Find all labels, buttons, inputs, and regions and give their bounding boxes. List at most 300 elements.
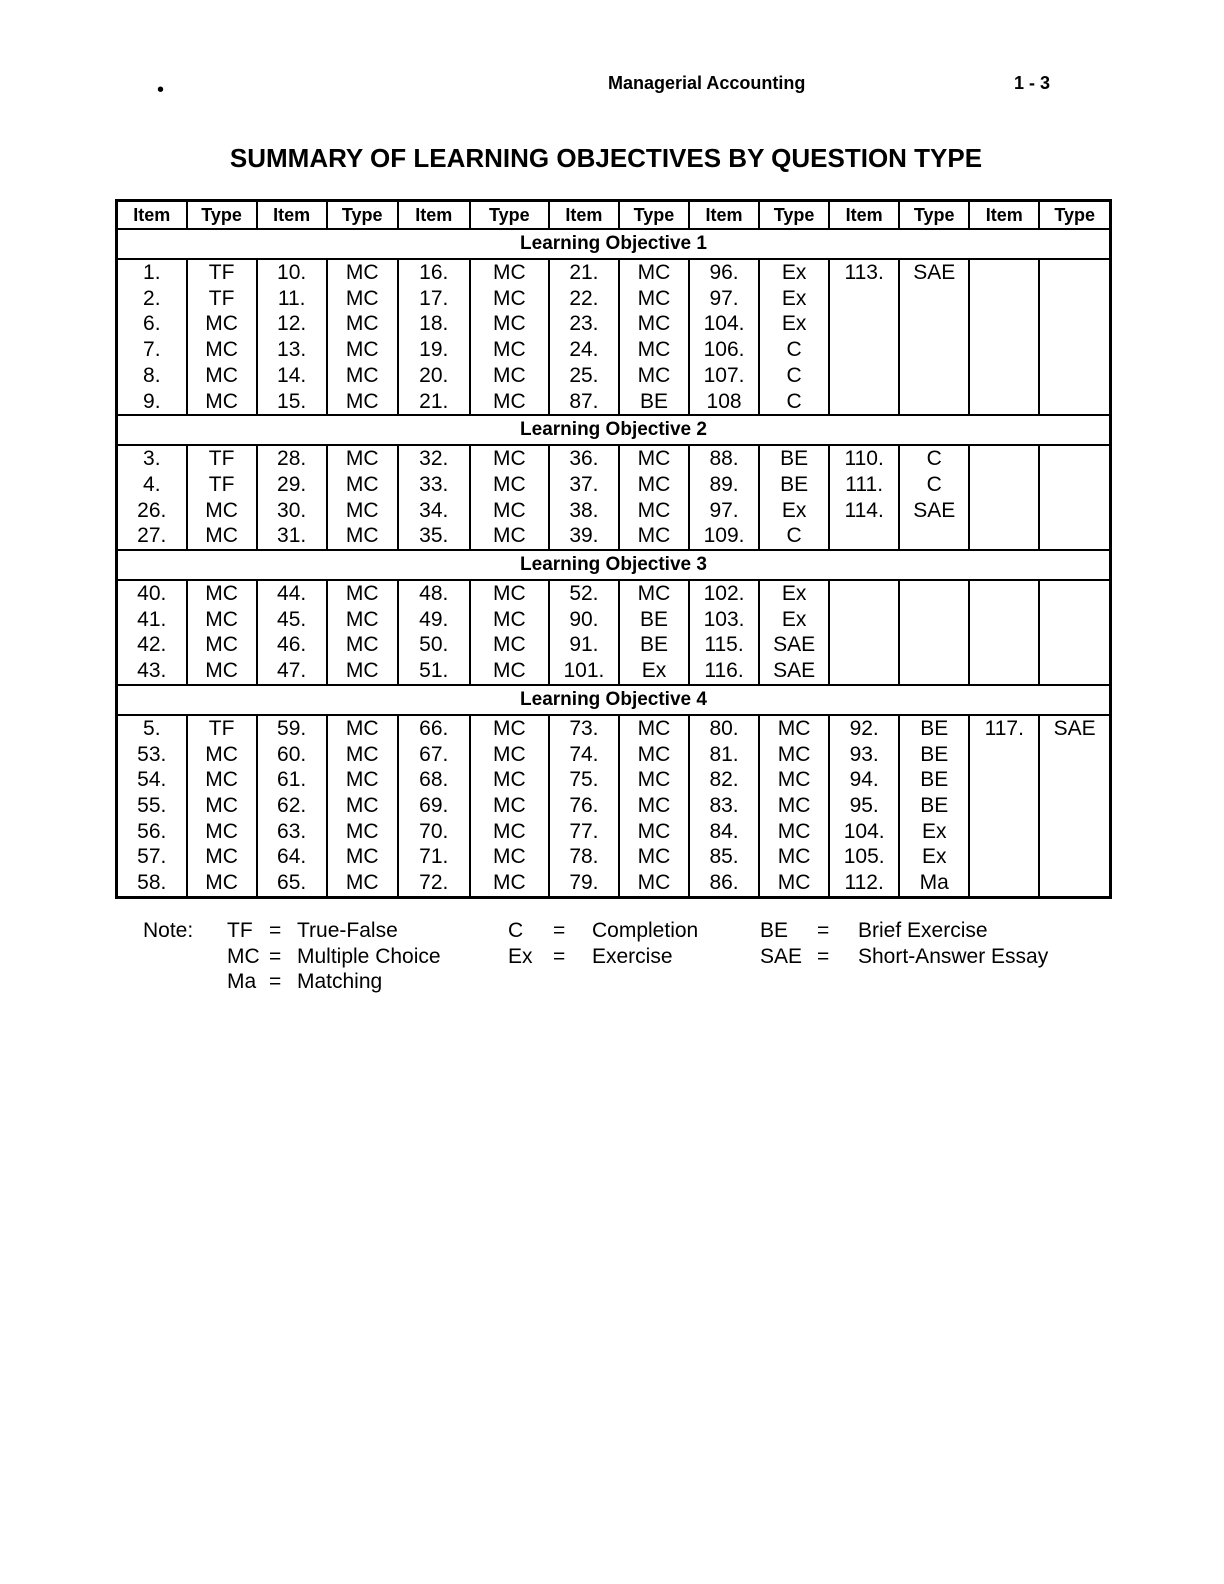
type-cell: C — [899, 472, 969, 498]
item-cell: 16. — [398, 259, 470, 286]
item-cell — [829, 389, 899, 416]
objective-heading-row — [117, 229, 1111, 259]
item-cell: 4. — [117, 472, 187, 498]
type-cell: TF — [187, 472, 257, 498]
type-cell — [1039, 658, 1110, 685]
item-cell: 15. — [257, 389, 327, 416]
table-row — [117, 632, 1111, 658]
type-cell: BE — [759, 472, 829, 498]
item-cell: 101. — [549, 658, 619, 685]
item-cell: 13. — [257, 337, 327, 363]
legend-equals: = — [269, 919, 282, 942]
item-cell: 74. — [549, 742, 619, 768]
type-cell — [1039, 445, 1110, 472]
item-cell: 9. — [117, 389, 187, 416]
item-cell — [829, 286, 899, 312]
type-cell: MC — [470, 472, 549, 498]
item-cell: 67. — [398, 742, 470, 768]
type-cell — [1039, 742, 1110, 768]
item-cell: 14. — [257, 363, 327, 389]
table-row — [117, 311, 1111, 337]
type-cell — [899, 311, 969, 337]
item-cell: 2. — [117, 286, 187, 312]
column-header: Type — [187, 201, 257, 230]
item-cell: 71. — [398, 844, 470, 870]
type-cell: MC — [470, 259, 549, 286]
type-cell: MC — [619, 259, 689, 286]
item-cell — [969, 844, 1039, 870]
table-row — [117, 767, 1111, 793]
type-cell — [1039, 767, 1110, 793]
page-title: SUMMARY OF LEARNING OBJECTIVES BY QUESTION TYPE — [229, 143, 983, 173]
type-cell: MC — [470, 445, 549, 472]
running-head: Managerial Accounting — [608, 73, 806, 93]
item-cell: 12. — [257, 311, 327, 337]
item-cell: 81. — [689, 742, 759, 768]
type-cell: TF — [187, 715, 257, 742]
item-cell: 104. — [829, 819, 899, 845]
type-cell: MC — [619, 844, 689, 870]
item-cell: 59. — [257, 715, 327, 742]
type-cell — [1039, 793, 1110, 819]
type-cell: MC — [187, 793, 257, 819]
type-cell — [1039, 523, 1110, 550]
item-cell: 63. — [257, 819, 327, 845]
type-cell: MC — [327, 819, 398, 845]
item-cell: 8. — [117, 363, 187, 389]
item-cell: 23. — [549, 311, 619, 337]
item-cell: 11. — [257, 286, 327, 312]
item-cell: 39. — [549, 523, 619, 550]
type-cell: MC — [759, 767, 829, 793]
legend-equals: = — [817, 944, 830, 968]
type-cell: MC — [470, 498, 549, 524]
item-cell: 86. — [689, 870, 759, 897]
type-cell: MC — [187, 337, 257, 363]
item-cell: 94. — [829, 767, 899, 793]
objective-heading: Learning Objective 3 — [117, 550, 1111, 580]
type-cell: MC — [619, 767, 689, 793]
item-cell — [969, 472, 1039, 498]
type-cell: Ex — [759, 607, 829, 633]
item-cell: 40. — [117, 580, 187, 607]
type-cell — [1039, 472, 1110, 498]
type-cell — [1039, 337, 1110, 363]
legend-abbreviation: MC — [227, 944, 260, 968]
table-row — [117, 337, 1111, 363]
type-cell: MC — [619, 472, 689, 498]
item-cell: 66. — [398, 715, 470, 742]
type-cell: Ex — [759, 311, 829, 337]
item-cell: 51. — [398, 658, 470, 685]
type-cell — [1039, 632, 1110, 658]
type-cell: MC — [327, 472, 398, 498]
type-cell — [1039, 286, 1110, 312]
item-cell: 91. — [549, 632, 619, 658]
table-row — [117, 844, 1111, 870]
type-cell: MC — [759, 819, 829, 845]
item-cell — [969, 523, 1039, 550]
item-cell — [969, 658, 1039, 685]
type-cell: MC — [470, 389, 549, 416]
item-cell: 29. — [257, 472, 327, 498]
table-row — [117, 259, 1111, 286]
item-cell — [969, 767, 1039, 793]
item-cell: 20. — [398, 363, 470, 389]
column-header: Item — [829, 201, 899, 230]
type-cell: MC — [619, 311, 689, 337]
item-cell: 21. — [398, 389, 470, 416]
item-cell: 7. — [117, 337, 187, 363]
column-header: Item — [549, 201, 619, 230]
item-cell: 36. — [549, 445, 619, 472]
type-cell: BE — [899, 742, 969, 768]
column-header: Item — [689, 201, 759, 230]
item-cell — [969, 793, 1039, 819]
type-cell — [1039, 870, 1110, 897]
item-cell: 58. — [117, 870, 187, 897]
legend-definition: Multiple Choice — [297, 944, 441, 968]
table-row — [117, 286, 1111, 312]
legend-abbreviation: Ma — [227, 970, 257, 993]
item-cell: 75. — [549, 767, 619, 793]
item-cell — [969, 742, 1039, 768]
type-cell: MC — [470, 767, 549, 793]
type-cell: MC — [470, 580, 549, 607]
type-cell: MC — [327, 715, 398, 742]
type-cell: Ma — [899, 870, 969, 897]
table-row — [117, 445, 1111, 472]
item-cell: 18. — [398, 311, 470, 337]
type-cell — [899, 607, 969, 633]
type-cell: C — [759, 363, 829, 389]
type-cell: MC — [619, 580, 689, 607]
item-cell: 35. — [398, 523, 470, 550]
item-cell: 54. — [117, 767, 187, 793]
table-row — [117, 498, 1111, 524]
item-cell: 37. — [549, 472, 619, 498]
table-row — [117, 389, 1111, 416]
item-cell: 62. — [257, 793, 327, 819]
type-cell: MC — [470, 793, 549, 819]
type-cell: C — [899, 445, 969, 472]
item-cell — [969, 311, 1039, 337]
item-cell: 27. — [117, 523, 187, 550]
type-cell: SAE — [1039, 715, 1110, 742]
type-cell: MC — [327, 311, 398, 337]
item-cell — [829, 363, 899, 389]
type-cell: MC — [619, 819, 689, 845]
item-cell: 65. — [257, 870, 327, 897]
type-cell: MC — [619, 715, 689, 742]
type-cell: MC — [759, 844, 829, 870]
type-cell — [1039, 259, 1110, 286]
legend-abbreviation: C — [508, 919, 524, 942]
type-cell: SAE — [899, 498, 969, 524]
column-header: Type — [899, 201, 969, 230]
item-cell — [969, 632, 1039, 658]
item-cell: 5. — [117, 715, 187, 742]
legend-equals: = — [553, 944, 566, 968]
type-cell: BE — [619, 632, 689, 658]
objective-heading-row — [117, 685, 1111, 715]
objective-heading: Learning Objective 4 — [117, 685, 1111, 715]
type-cell: MC — [619, 286, 689, 312]
item-cell: 68. — [398, 767, 470, 793]
item-cell: 117. — [969, 715, 1039, 742]
item-cell: 30. — [257, 498, 327, 524]
table-row — [117, 819, 1111, 845]
item-cell — [969, 819, 1039, 845]
item-cell: 57. — [117, 844, 187, 870]
type-cell: MC — [759, 715, 829, 742]
type-cell: MC — [327, 337, 398, 363]
type-cell: MC — [327, 445, 398, 472]
item-cell — [829, 311, 899, 337]
bullet-dot: • — [157, 79, 165, 101]
item-cell: 22. — [549, 286, 619, 312]
type-cell: BE — [899, 715, 969, 742]
item-cell: 10. — [257, 259, 327, 286]
type-cell: MC — [470, 286, 549, 312]
type-cell — [1039, 389, 1110, 416]
type-cell: Ex — [619, 658, 689, 685]
item-cell: 44. — [257, 580, 327, 607]
item-cell: 26. — [117, 498, 187, 524]
item-cell: 92. — [829, 715, 899, 742]
item-cell — [829, 580, 899, 607]
type-cell — [899, 286, 969, 312]
item-cell — [969, 259, 1039, 286]
item-cell: 78. — [549, 844, 619, 870]
item-cell: 88. — [689, 445, 759, 472]
item-cell: 56. — [117, 819, 187, 845]
item-cell: 82. — [689, 767, 759, 793]
type-cell: MC — [470, 844, 549, 870]
objective-heading-row — [117, 415, 1111, 445]
objectives-table — [115, 199, 1112, 899]
item-cell: 95. — [829, 793, 899, 819]
table-header-row — [117, 201, 1111, 230]
item-cell: 69. — [398, 793, 470, 819]
table-row — [117, 607, 1111, 633]
type-cell: MC — [187, 819, 257, 845]
item-cell: 33. — [398, 472, 470, 498]
legend-abbreviation: TF — [227, 919, 253, 942]
type-cell: MC — [619, 498, 689, 524]
type-cell: MC — [187, 658, 257, 685]
type-cell: MC — [327, 767, 398, 793]
type-cell: MC — [470, 870, 549, 897]
item-cell: 110. — [829, 445, 899, 472]
type-cell: MC — [619, 742, 689, 768]
item-cell: 84. — [689, 819, 759, 845]
item-cell: 97. — [689, 498, 759, 524]
legend-abbreviation: SAE — [760, 944, 803, 968]
item-cell — [829, 658, 899, 685]
item-cell: 61. — [257, 767, 327, 793]
column-header: Type — [619, 201, 689, 230]
item-cell — [969, 445, 1039, 472]
type-cell: MC — [327, 286, 398, 312]
table-row — [117, 870, 1111, 897]
table-row — [117, 472, 1111, 498]
type-cell: MC — [619, 445, 689, 472]
type-cell: MC — [470, 607, 549, 633]
table-row — [117, 793, 1111, 819]
type-cell: MC — [187, 742, 257, 768]
type-cell — [1039, 580, 1110, 607]
item-cell: 47. — [257, 658, 327, 685]
legend-abbreviation: BE — [760, 919, 789, 942]
item-cell: 73. — [549, 715, 619, 742]
legend-definition: Brief Exercise — [858, 919, 988, 942]
type-cell: Ex — [899, 819, 969, 845]
type-cell: MC — [759, 793, 829, 819]
type-cell: MC — [187, 870, 257, 897]
item-cell: 76. — [549, 793, 619, 819]
item-cell: 108 — [689, 389, 759, 416]
objective-heading-row — [117, 550, 1111, 580]
type-cell: MC — [187, 844, 257, 870]
type-cell: BE — [619, 389, 689, 416]
item-cell: 43. — [117, 658, 187, 685]
item-cell: 116. — [689, 658, 759, 685]
item-cell: 6. — [117, 311, 187, 337]
item-cell: 97. — [689, 286, 759, 312]
type-cell: MC — [187, 498, 257, 524]
item-cell: 53. — [117, 742, 187, 768]
type-cell: Ex — [759, 286, 829, 312]
type-cell — [899, 337, 969, 363]
type-cell: BE — [899, 793, 969, 819]
type-cell: MC — [327, 844, 398, 870]
item-cell: 72. — [398, 870, 470, 897]
type-cell: MC — [327, 523, 398, 550]
type-cell: MC — [187, 580, 257, 607]
type-cell — [1039, 311, 1110, 337]
item-cell — [829, 337, 899, 363]
item-cell: 90. — [549, 607, 619, 633]
type-cell: MC — [187, 311, 257, 337]
item-cell: 70. — [398, 819, 470, 845]
type-cell — [899, 658, 969, 685]
item-cell: 113. — [829, 259, 899, 286]
type-cell: C — [759, 523, 829, 550]
type-cell — [899, 632, 969, 658]
type-cell: MC — [327, 580, 398, 607]
type-cell — [1039, 607, 1110, 633]
item-cell: 25. — [549, 363, 619, 389]
table-row — [117, 715, 1111, 742]
item-cell: 96. — [689, 259, 759, 286]
legend-definition: Short-Answer Essay — [858, 944, 1049, 968]
type-cell: MC — [619, 523, 689, 550]
item-cell: 32. — [398, 445, 470, 472]
type-cell: MC — [327, 498, 398, 524]
item-cell: 1. — [117, 259, 187, 286]
item-cell: 21. — [549, 259, 619, 286]
legend-abbreviation: Ex — [508, 944, 533, 968]
type-cell: Ex — [899, 844, 969, 870]
type-cell: MC — [619, 870, 689, 897]
item-cell: 31. — [257, 523, 327, 550]
item-cell — [969, 337, 1039, 363]
item-cell: 79. — [549, 870, 619, 897]
type-cell: MC — [470, 715, 549, 742]
column-header: Type — [470, 201, 549, 230]
legend-definition: Matching — [297, 970, 383, 993]
legend-definition: True-False — [297, 919, 398, 942]
type-cell: MC — [327, 389, 398, 416]
type-cell: Ex — [759, 498, 829, 524]
item-cell: 3. — [117, 445, 187, 472]
item-cell: 38. — [549, 498, 619, 524]
type-cell: MC — [187, 363, 257, 389]
item-cell — [829, 523, 899, 550]
item-cell: 115. — [689, 632, 759, 658]
type-cell: MC — [327, 742, 398, 768]
item-cell: 106. — [689, 337, 759, 363]
column-header: Type — [327, 201, 398, 230]
page-number: 1 - 3 — [1014, 73, 1051, 93]
item-cell: 104. — [689, 311, 759, 337]
item-cell: 107. — [689, 363, 759, 389]
type-cell: MC — [327, 793, 398, 819]
item-cell — [829, 632, 899, 658]
item-cell: 52. — [549, 580, 619, 607]
item-cell — [969, 607, 1039, 633]
item-cell: 45. — [257, 607, 327, 633]
type-cell: MC — [187, 767, 257, 793]
item-cell: 19. — [398, 337, 470, 363]
item-cell — [969, 498, 1039, 524]
type-cell: MC — [619, 793, 689, 819]
type-cell: MC — [470, 523, 549, 550]
type-cell — [899, 389, 969, 416]
item-cell: 55. — [117, 793, 187, 819]
objective-heading: Learning Objective 2 — [117, 415, 1111, 445]
type-cell: MC — [470, 819, 549, 845]
type-cell: C — [759, 389, 829, 416]
type-cell — [899, 523, 969, 550]
item-cell: 17. — [398, 286, 470, 312]
type-cell — [1039, 498, 1110, 524]
type-cell — [899, 580, 969, 607]
column-header: Item — [398, 201, 470, 230]
type-cell: Ex — [759, 580, 829, 607]
type-cell: MC — [327, 363, 398, 389]
type-cell: MC — [187, 523, 257, 550]
type-cell: MC — [187, 607, 257, 633]
column-header: Item — [257, 201, 327, 230]
type-cell: BE — [899, 767, 969, 793]
table-row — [117, 658, 1111, 685]
type-cell: MC — [759, 742, 829, 768]
column-header: Item — [117, 201, 187, 230]
item-cell: 89. — [689, 472, 759, 498]
type-cell: TF — [187, 445, 257, 472]
type-cell: TF — [187, 259, 257, 286]
item-cell: 50. — [398, 632, 470, 658]
type-cell: MC — [619, 337, 689, 363]
type-cell — [1039, 363, 1110, 389]
item-cell: 105. — [829, 844, 899, 870]
type-cell: MC — [187, 632, 257, 658]
item-cell: 102. — [689, 580, 759, 607]
type-cell: Ex — [759, 259, 829, 286]
item-cell — [829, 607, 899, 633]
